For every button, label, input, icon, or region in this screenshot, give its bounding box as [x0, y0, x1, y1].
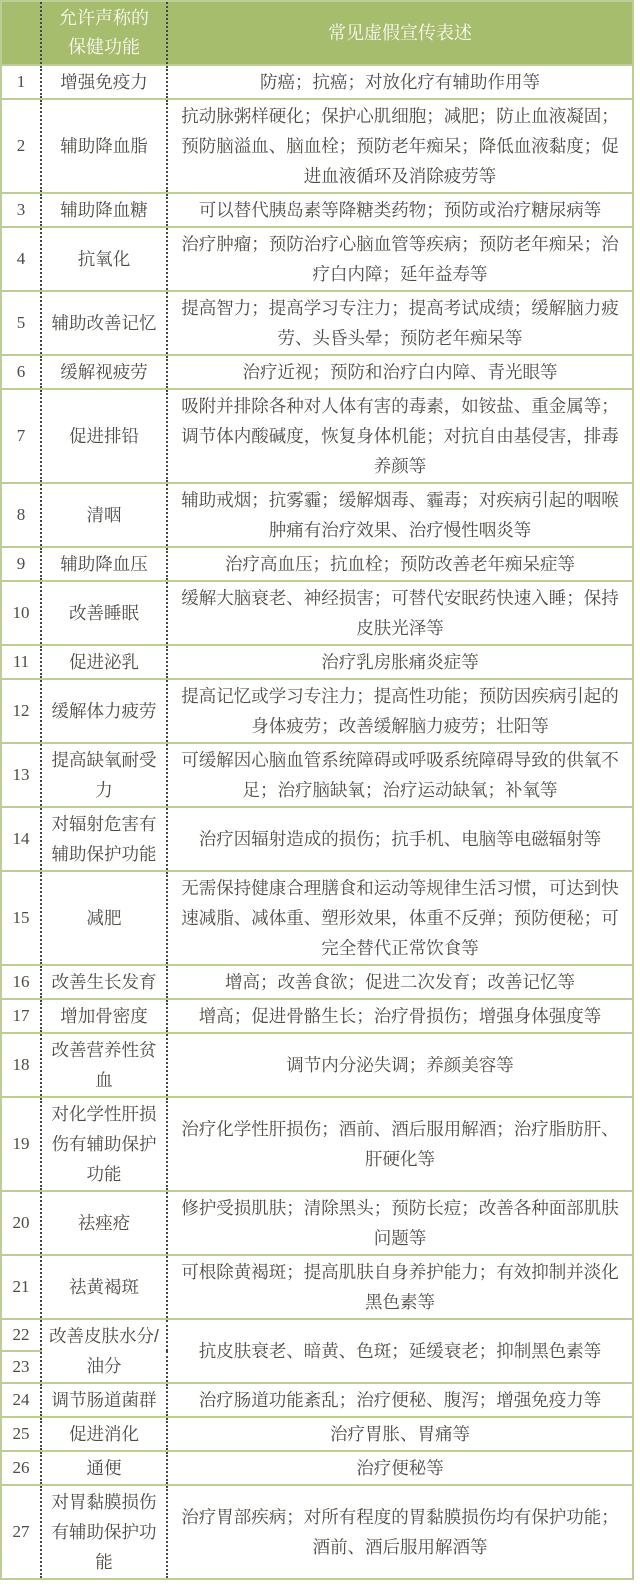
claims-cell: 治疗肠道功能紊乱；治疗便秘、腹泻；增强免疫力等	[167, 1383, 633, 1417]
function-cell: 改善睡眠	[41, 581, 167, 645]
function-cell: 增强免疫力	[41, 65, 167, 99]
claims-cell: 防癌；抗癌；对放化疗有辅助作用等	[167, 65, 633, 99]
claims-cell: 治疗乳房胀痛炎症等	[167, 645, 633, 679]
claims-cell: 抗动脉粥样硬化；保护心肌细胞；减肥；防止血液凝固；预防脑溢血、脑血栓；预防老年痴呆；降低血液黏度；促进血液循环及消除疲劳等	[167, 99, 633, 193]
row-number: 27	[1, 1485, 41, 1579]
row-number: 18	[1, 1033, 41, 1097]
function-cell: 抗氧化	[41, 227, 167, 291]
table-row	[1, 581, 633, 645]
claims-cell: 辅助戒烟；抗雾霾；缓解烟毒、霾毒；对疾病引起的咽喉肿痛有治疗效果、治疗慢性咽炎等	[167, 483, 633, 547]
function-column-header	[41, 1, 167, 65]
claims-cell: 可以替代胰岛素等降糖类药物；预防或治疗糖尿病等	[167, 193, 633, 227]
function-cell: 清咽	[41, 483, 167, 547]
row-number: 21	[1, 1255, 41, 1319]
claims-cell: 可根除黄褐斑；提高肌肤自身养护能力；有效抑制并淡化黑色素等	[167, 1255, 633, 1319]
row-number: 19	[1, 1097, 41, 1191]
table-row	[1, 871, 633, 965]
row-number: 15	[1, 871, 41, 965]
function-cell: 对化学性肝损伤有辅助保护功能	[41, 1097, 167, 1191]
row-number: 3	[1, 193, 41, 227]
function-cell: 缓解体力疲劳	[41, 679, 167, 743]
row-number: 7	[1, 389, 41, 483]
claims-column-header: 常见虚假宣传表述	[167, 1, 633, 65]
function-header-line2: 保健功能	[68, 37, 140, 57]
table-row	[1, 645, 633, 679]
function-cell: 辅助降血糖	[41, 193, 167, 227]
table-row	[1, 1451, 633, 1485]
function-cell: 辅助改善记忆	[41, 291, 167, 355]
row-number: 17	[1, 999, 41, 1033]
claims-cell: 治疗胃胀、胃痛等	[167, 1417, 633, 1451]
table-row	[1, 1033, 633, 1097]
claims-cell: 治疗高血压；抗血栓；预防改善老年痴呆症等	[167, 547, 633, 581]
function-cell: 辅助降血压	[41, 547, 167, 581]
function-cell: 祛黄褐斑	[41, 1255, 167, 1319]
row-number: 1	[1, 65, 41, 99]
function-cell: 对胃黏膜损伤有辅助保护功能	[41, 1485, 167, 1579]
table-row	[1, 1255, 633, 1319]
claims-cell: 治疗便秘等	[167, 1451, 633, 1485]
claims-cell: 提高智力；提高学习专注力；提高考试成绩；缓解脑力疲劳、头昏头晕；预防老年痴呆等	[167, 291, 633, 355]
claims-cell: 治疗因辐射造成的损伤；抗手机、电脑等电磁辐射等	[167, 807, 633, 871]
claims-cell: 抗皮肤衰老、暗黄、色斑；延缓衰老；抑制黑色素等	[167, 1319, 633, 1383]
table-row	[1, 547, 633, 581]
function-cell: 辅助降血脂	[41, 99, 167, 193]
row-number: 4	[1, 227, 41, 291]
claims-cell: 治疗胃部疾病；对所有程度的胃黏膜损伤均有保护功能；酒前、酒后服用解酒等	[167, 1485, 633, 1579]
row-number: 24	[1, 1383, 41, 1417]
claims-cell: 无需保持健康合理膳食和运动等规律生活习惯，可达到快速减脂、减体重、塑形效果，体重不反弹；预防便秘；可完全替代正常饮食等	[167, 871, 633, 965]
function-cell: 提高缺氧耐受力	[41, 743, 167, 807]
function-cell: 减肥	[41, 871, 167, 965]
table-row	[1, 999, 633, 1033]
row-number: 22	[1, 1319, 41, 1351]
function-cell: 改善生长发育	[41, 965, 167, 999]
table-row	[1, 1191, 633, 1255]
claims-cell: 提高记忆或学习专注力；提高性功能；预防因疾病引起的身体疲劳；改善缓解脑力疲劳；壮阳等	[167, 679, 633, 743]
claims-cell: 可缓解因心脑血管系统障碍或呼吸系统障碍导致的供氧不足；治疗脑缺氧；治疗运动缺氧；补氧等	[167, 743, 633, 807]
row-number: 9	[1, 547, 41, 581]
claims-cell: 增高；促进骨骼生长；治疗骨损伤；增强身体强度等	[167, 999, 633, 1033]
table-row	[1, 1097, 633, 1191]
function-cell: 改善营养性贫血	[41, 1033, 167, 1097]
table-row	[1, 99, 633, 193]
function-cell: 通便	[41, 1451, 167, 1485]
function-cell: 对辐射危害有辅助保护功能	[41, 807, 167, 871]
claims-cell: 治疗近视；预防和治疗白内障、青光眼等	[167, 355, 633, 389]
function-cell: 促进消化	[41, 1417, 167, 1451]
claims-cell: 调节内分泌失调；养颜美容等	[167, 1033, 633, 1097]
table-row	[1, 807, 633, 871]
table-row	[1, 65, 633, 99]
row-number: 25	[1, 1417, 41, 1451]
row-number: 2	[1, 99, 41, 193]
row-number: 5	[1, 291, 41, 355]
function-cell: 增加骨密度	[41, 999, 167, 1033]
table-header-row	[1, 1, 633, 65]
row-number: 13	[1, 743, 41, 807]
table-row	[1, 355, 633, 389]
row-number: 10	[1, 581, 41, 645]
row-number: 16	[1, 965, 41, 999]
row-number: 26	[1, 1451, 41, 1485]
function-header-line1: 允许声称的	[59, 8, 149, 28]
table-row	[1, 483, 633, 547]
table-row	[1, 193, 633, 227]
row-number: 8	[1, 483, 41, 547]
row-number: 12	[1, 679, 41, 743]
claims-cell: 增高；改善食欲；促进二次发育；改善记忆等	[167, 965, 633, 999]
claims-cell: 缓解大脑衰老、神经损害；可替代安眠药快速入睡；保持皮肤光泽等	[167, 581, 633, 645]
table-row	[1, 1417, 633, 1451]
table-row	[1, 679, 633, 743]
table-row	[1, 743, 633, 807]
function-cell: 促进排铅	[41, 389, 167, 483]
table-row	[1, 1383, 633, 1417]
claims-cell: 修护受损肌肤；清除黑头；预防长痘；改善各种面部肌肤问题等	[167, 1191, 633, 1255]
claims-cell: 治疗化学性肝损伤；酒前、酒后服用解酒；治疗脂肪肝、肝硬化等	[167, 1097, 633, 1191]
table-row	[1, 965, 633, 999]
function-cell: 调节肠道菌群	[41, 1383, 167, 1417]
row-number: 6	[1, 355, 41, 389]
claims-cell: 吸附并排除各种对人体有害的毒素，如铵盐、重金属等；调节体内酸碱度，恢复身体机能；对抗自由基侵害，排毒养颜等	[167, 389, 633, 483]
table-row	[1, 389, 633, 483]
function-cell: 改善皮肤水分/油分	[41, 1319, 167, 1383]
row-number: 23	[1, 1351, 41, 1383]
table-row	[1, 227, 633, 291]
claims-cell: 治疗肿瘤；预防治疗心脑血管等疾病；预防老年痴呆；治疗白内障；延年益寿等	[167, 227, 633, 291]
table-row	[1, 1319, 633, 1351]
table-row	[1, 291, 633, 355]
table-row	[1, 1485, 633, 1579]
function-cell: 促进泌乳	[41, 645, 167, 679]
row-number: 20	[1, 1191, 41, 1255]
function-cell: 缓解视疲劳	[41, 355, 167, 389]
function-cell: 祛痤疮	[41, 1191, 167, 1255]
row-number: 11	[1, 645, 41, 679]
row-number: 14	[1, 807, 41, 871]
corner-cell	[1, 1, 41, 65]
